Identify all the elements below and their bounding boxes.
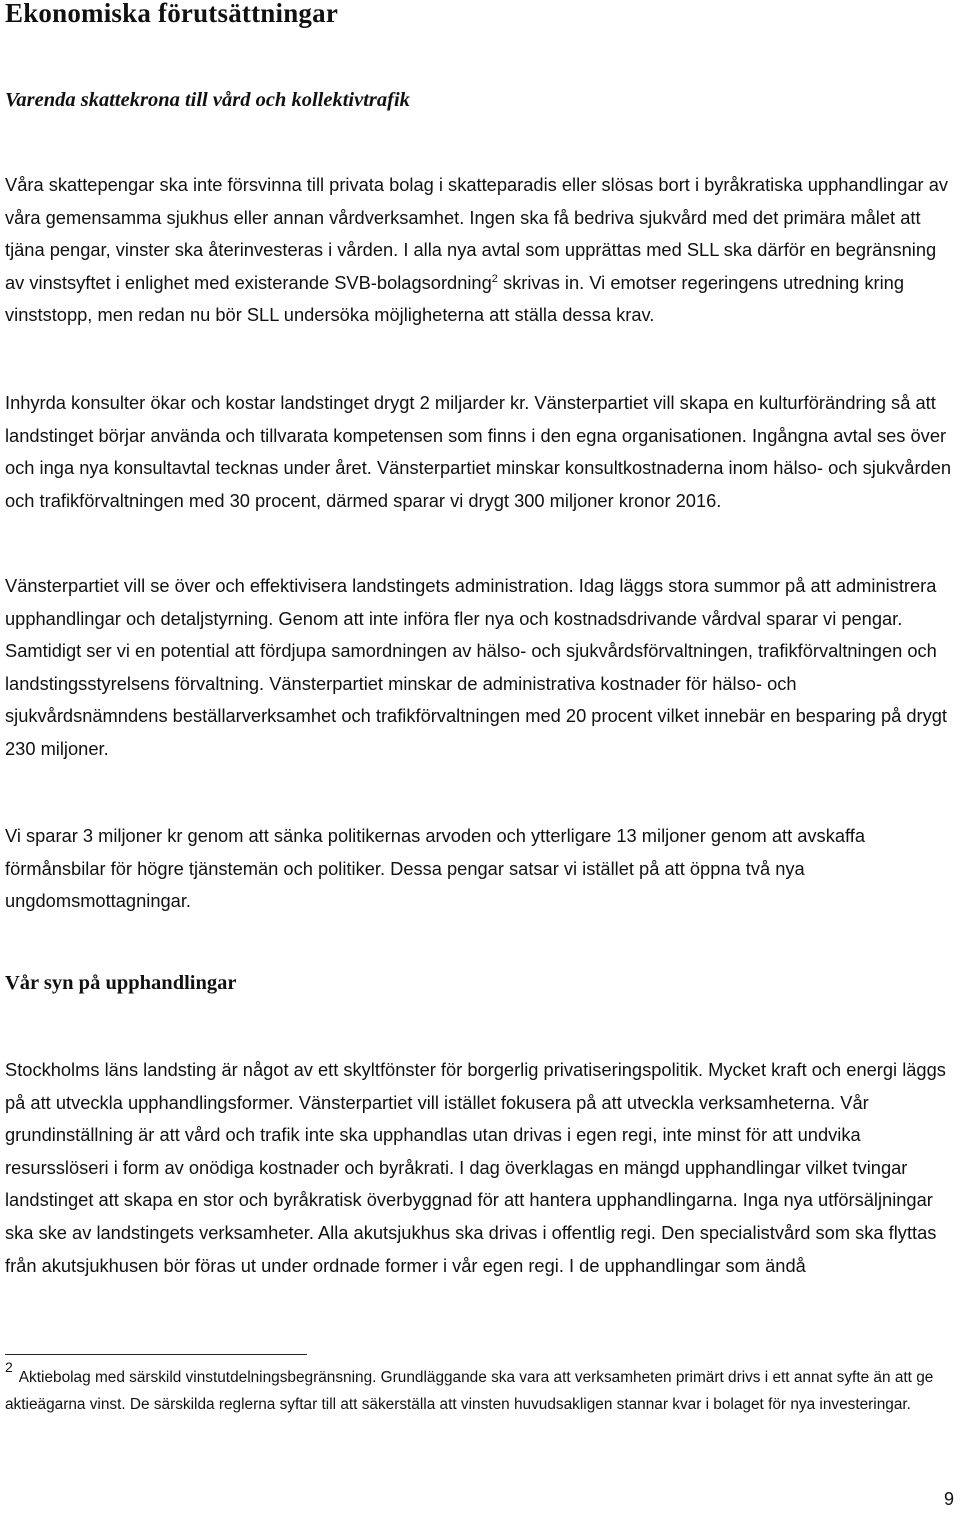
page-title: Ekonomiska förutsättningar	[5, 0, 338, 28]
paragraph-arvoden: Vi sparar 3 miljoner kr genom att sänka politikernas arvoden och ytterligare 13 miljoner genom att avskaffa förmånsbilar för högre tjänstemän och politiker. Dessa pengar satsar vi istället på att öppna två nya ungdomsmottagningar.	[5, 825, 865, 912]
footnote-divider	[5, 1354, 307, 1355]
page-number: 9	[943, 1489, 954, 1509]
paragraph-vinstsyfte	[5, 169, 955, 332]
paragraph-administration: Vänsterpartiet vill se över och effektivisera landstingets administration. Idag läggs stora summor på att administrera upphandlingar och detaljstyrning. Genom att inte införa fler nya och kostnadsdrivande vårdval sparar vi pengar. Samtidigt ser vi en potential att fördjupa samordningen av hälso- och sjukvårdsförvaltningen, trafikförvaltningen och landstingsstyrelsens förvaltning. Vänsterpartiet minskar de administrativa kostnader för hälso- och sjukvårdsnämndens beställarverksamhet och trafikförvaltningen med 20 procent vilket innebär en besparing på drygt 230 miljoner.	[5, 575, 948, 759]
section-heading-upphandlingar: Vår syn på upphandlingar	[5, 972, 237, 994]
footnote-reference[interactable]: 2	[491, 272, 498, 285]
paragraph-text: Våra skattepengar ska inte försvinna till privata bolag i skatteparadis eller slösas bort i byråkratiska upphandlingar av våra gemensamma sjukhus eller annan vårdverksamhet. Ingen ska få bedriva sjukvård med det primära målet att tjäna pengar, vinster ska återinvesteras i vården. I alla nya avtal som upprättas med SLL ska därför en begränsning av vinstsyftet i enlighet med existerande SVB-bolagsordning	[5, 174, 949, 293]
footnote-text: Aktiebolag med särskild vinstutdelningsbegränsning. Grundläggande ska vara att verksamheten primärt drivs i ett annat syfte än att ge aktieägarna vinst. De särskilda reglerna syftar till att säkerställa att vinsten huvudsakligen stannar kvar i bolaget för nya investeringar.	[5, 1369, 934, 1413]
paragraph-konsulter: Inhyrda konsulter ökar och kostar landstinget drygt 2 miljarder kr. Vänsterpartiet vill skapa en kulturförändring så att landstinget börjar använda och tillvarata kompetensen som finns i den egna organisationen. Ingångna avtal ses över och inga nya konsultavtal tecknas under året. Vänsterpartiet minskar konsultkostnaderna inom hälso- och sjukvården och trafikförvaltningen med 30 procent, därmed sparar vi drygt 300 miljoner kronor 2016.	[5, 392, 952, 511]
section-heading-skattekrona: Varenda skattekrona till vård och kollektivtrafik	[5, 89, 410, 111]
paragraph-upphandlingar: Stockholms läns landsting är något av ett skyltfönster för borgerlig privatiseringspolitik. Mycket kraft och energi läggs på att utveckla upphandlingsformer. Vänsterpartiet vill istället fokusera på att utveckla verksamheterna. Vår grundinställning är att vård och trafik inte ska upphandlas utan drivas i egen regi, inte minst för att undvika resursslöseri i form av onödiga kostnader och byråkrati. I dag överklagas en mängd upphandlingar vilket tvingar landstinget att skapa en stor och byråkratisk överbyggnad för att hantera upphandlingarna. Inga nya utförsäljningar ska ske av landstingets verksamheter. Alla akutsjukhus ska drivas i offentlig regi. Den specialistvård som ska flyttas från akutsjukhusen bör föras ut under ordnade former i vår egen regi. I de upphandlingar som ändå	[5, 1059, 946, 1276]
footnote	[5, 1359, 960, 1418]
footnote-marker: 2	[5, 1359, 13, 1375]
paragraph-text: skrivas in. Vi emotser regeringens utredning kring vinststopp, men redan nu bör SLL undersöka möjligheterna att ställa dessa krav.	[5, 271, 904, 326]
